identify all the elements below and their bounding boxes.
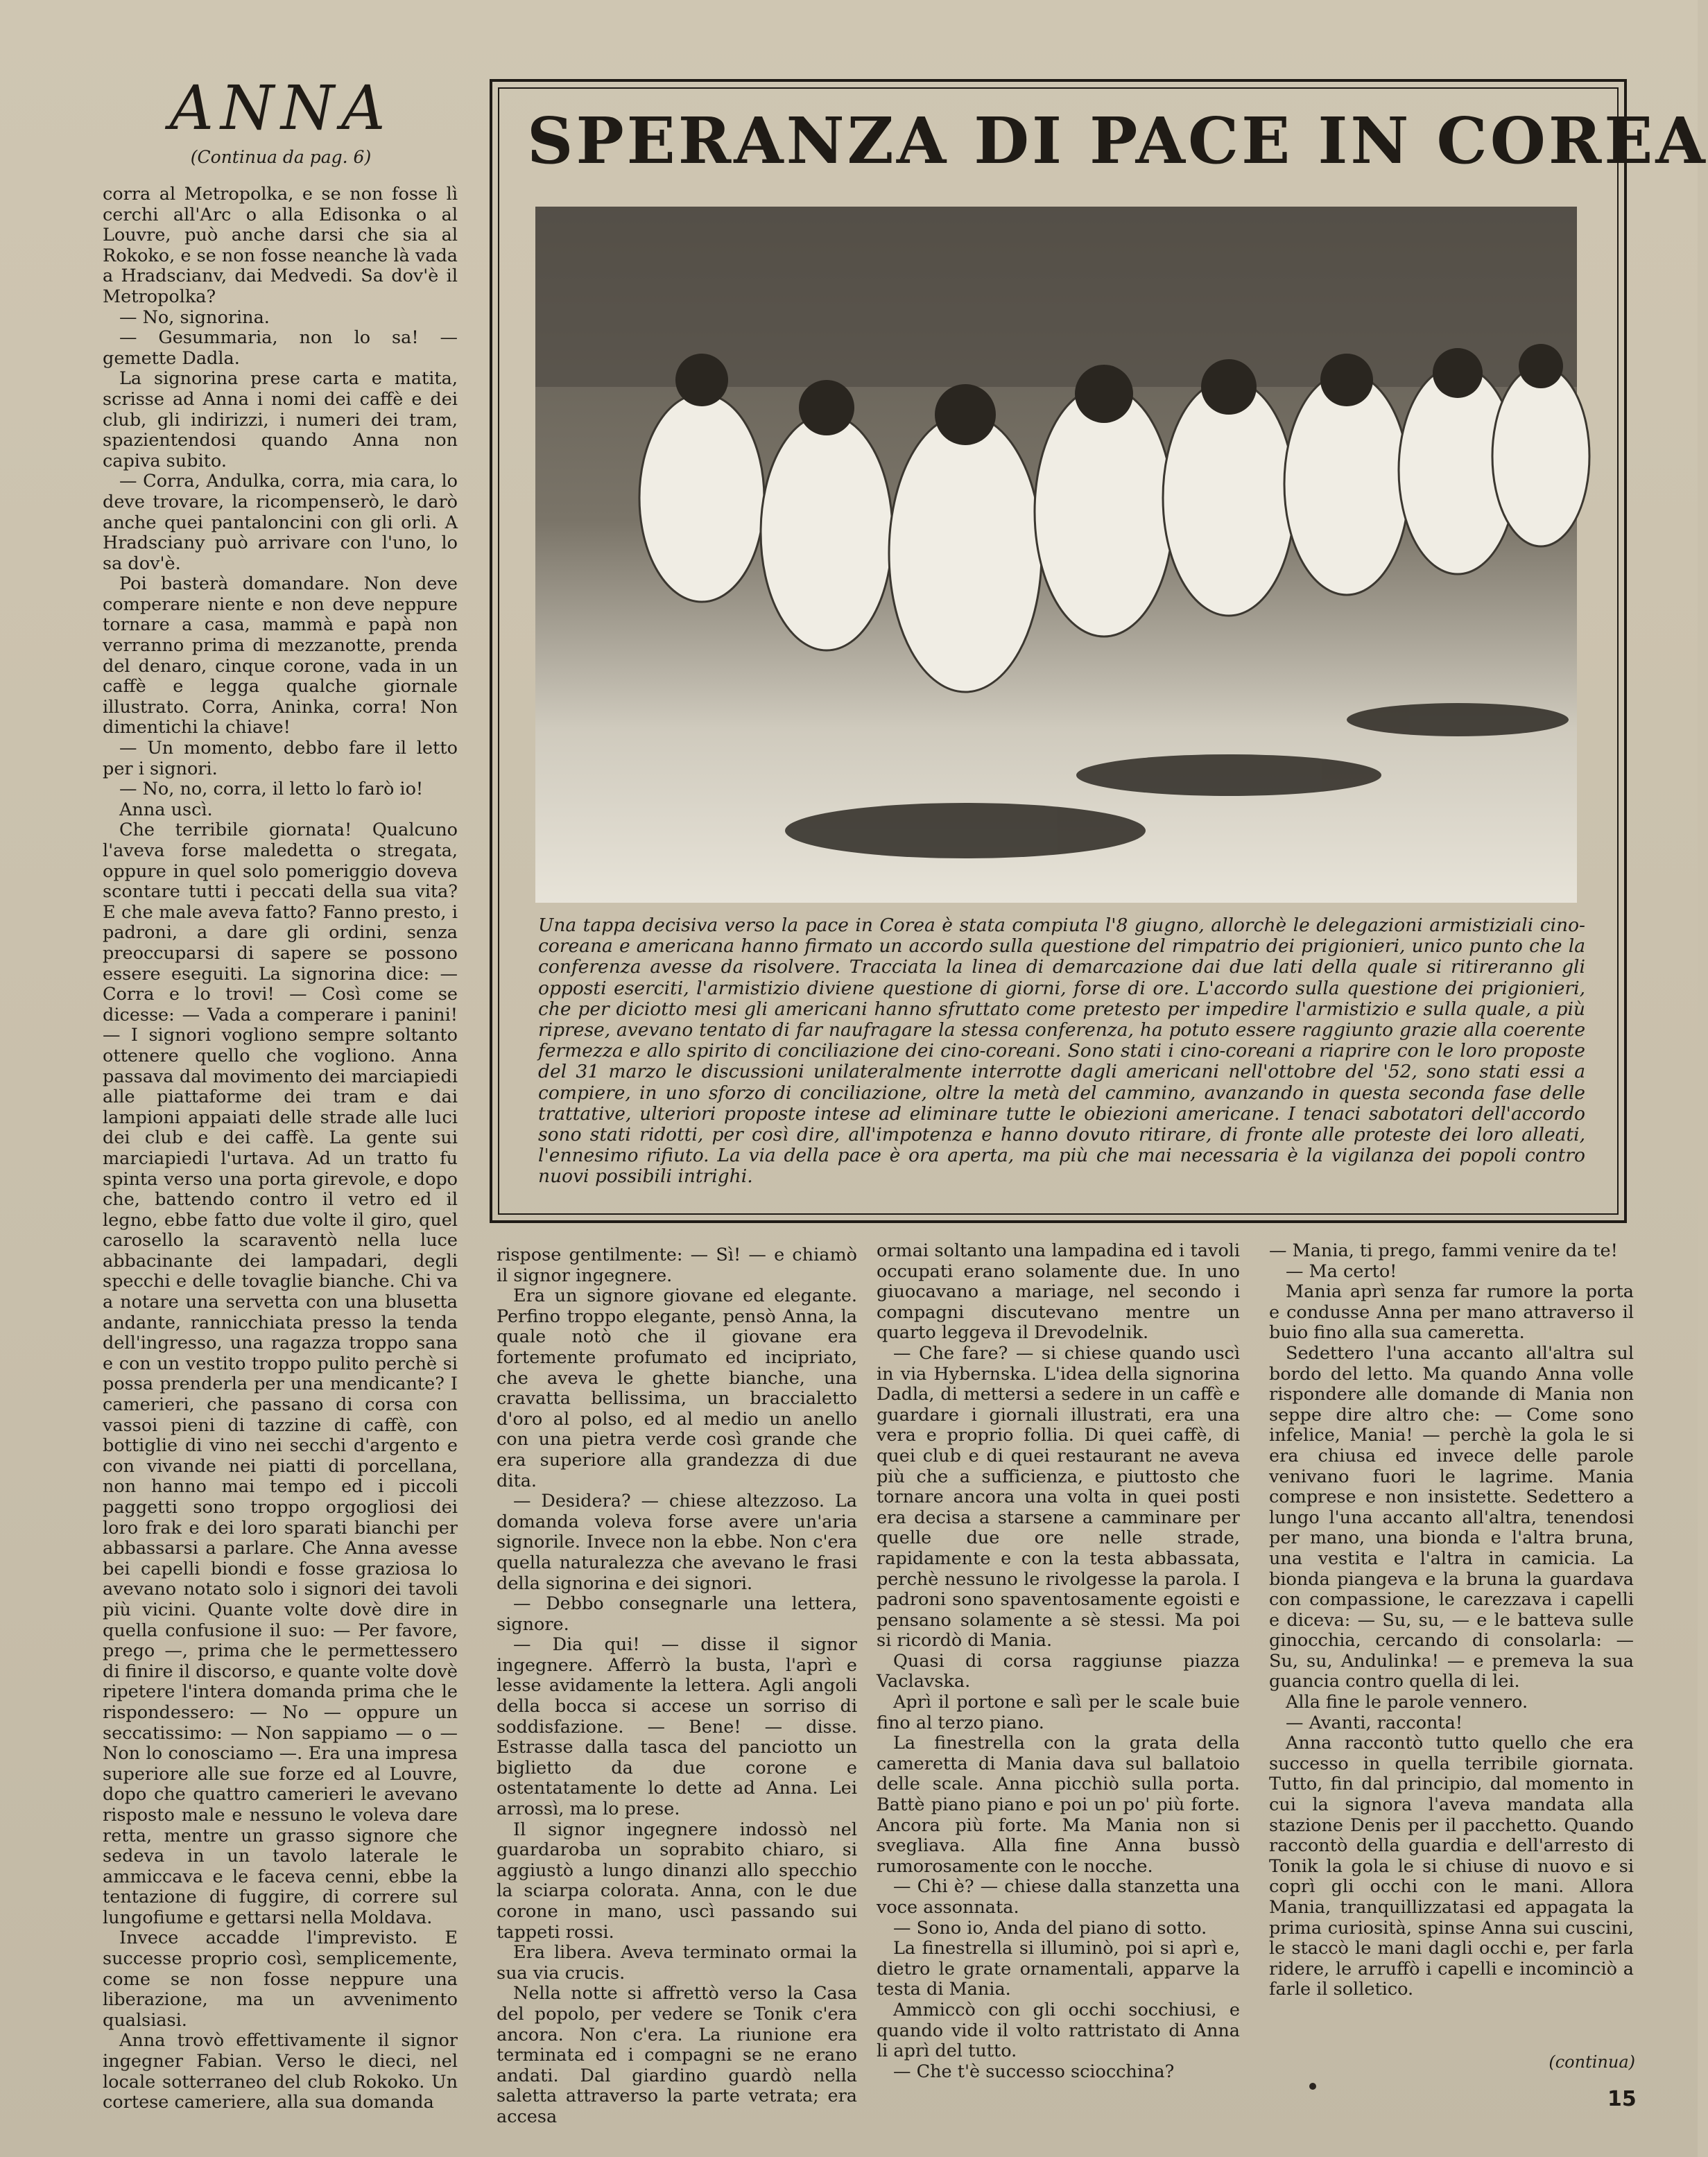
paragraph: Invece accadde l'imprevisto. E successe proprio così, semplicemente, come se non fosse neppure una liberazione, ma un avvenimento qualsiasi. (103, 1928, 458, 2031)
paragraph: — Chi è? — chiese dalla stanzetta una voce assonnata. (877, 1876, 1240, 1918)
paragraph: — No, signorina. (119, 306, 270, 328)
paragraph: La finestrella con la grata della cameretta di Mania dava sul ballatoio delle scale. Anna picchiò sulla porta. Battè piano piano e poi un po' più forte. Ancora più forte. Ma Mania non si svegliava. Alla fine Anna bussò rumorosamente con le nocche. (877, 1733, 1240, 1877)
paragraph: La signorina prese carta e matita, scrisse ad Anna i nomi dei caffè e dei club, gli indirizzi, i numeri dei tram, spazientendosi quando Anna non capiva subito. (103, 368, 458, 471)
paragraph: — Debbo consegnarle una lettera, signore. (497, 1593, 857, 1635)
feature-headline: SPERANZA DI PACE IN COREA (527, 103, 1708, 178)
paragraph: Anna trovò effettivamente il signor ingegner Fabian. Verso le dieci, nel locale sotterraneo del club Rokoko. Un cortese cameriere, alla sua domanda (103, 2030, 458, 2113)
paragraph: — Che t'è successo sciocchina? (893, 2061, 1175, 2082)
paragraph: — Sono io, Anda del piano di sotto. (893, 1917, 1207, 1939)
paragraph: Mania aprì senza far rumore la porta e condusse Anna per mano attraverso il buio fino alla sua cameretta. (1269, 1281, 1634, 1344)
paragraph: Sedettero l'una accanto all'altra sul bordo del letto. Ma quando Anna volle rispondere alle domande di Mania non seppe dire altro che: — Come sono infelice, Mania! — perchè la gola le si era chiusa ed invece delle parole venivano fuori le lagrime. Mania comprese e non insistette. Sedettero a lungo l'una accanto all'altra, tenendosi per mano, una bionda e l'altra bruna, una vestita e l'altra in camicia. La bionda piangeva e la bruna la guardava con compassione, le carezzava i capelli e diceva: — Su, su, — e le batteva sulle ginocchia, cercando di consolarla: — Su, su, Andulinka! — e premeva la sua guancia contro quella di lei. (1269, 1342, 1634, 1692)
caption-text: Una tappa decisiva verso la pace in Corea è stata compiuta l'8 giugno, allorchè le delegazioni armistiziali cino-coreana e americana hanno firmato un accordo sulla questione del rimpatrio dei prigionieri, unico punto che la conferenza avesse da risolvere. Tracciata la linea di demarcazione dai due lati della quale si ritireranno gli opposti eserciti, l'armistizio diviene questione di giorni, forse di ore. L'accordo sulla questione dei prigionieri, che per diciotto mesi gli americani hanno sfruttato come pretesto per impedire l'armistizio e sulla quale, a più riprese, avevano tentato di far naufragare la stessa conferenza, ha potuto essere raggiunto grazie alla coerente fermezza e allo spirito di conciliazione dei cino-coreani. Sono stati i cino-coreani a riaprire con le loro proposte del 31 marzo le discussioni unilateralmente interrotte dagli americani nell'ottobre del '52, sono stati essi a compiere, in uno sforzo di conciliazione, oltre la metà del cammino, avanzando in questa seconda fase delle trattative, ulteriori proposte intese ad eliminare tutte le obiezioni americane. I tenaci sabotatori dell'accordo sono stati ridotti, per così dire, all'impotenza e hanno dovuto ritirare, di fronte alle proteste dei loro alleati, l'ennesimo rifiuto. La via della pace è ora aperta, ma più che mai necessaria è la vigilanza dei popoli contro nuovi possibili intrighi. (538, 915, 1585, 1188)
paragraph: Anna raccontò tutto quello che era successo in quella terribile giornata. Tutto, fin dal principio, dal momento in cui la signora l'aveva mandata alla stazione Denis per il pacchetto. Quando raccontò della guardia e dell'arresto di Tonik la gola le si chiuse di nuovo e si coprì gli occhi con le mani. Allora Mania, tranquillizzatasi ed appagata la prima curiosità, spinse Anna sui cuscini, le staccò le mani dagli occhi e, per farla ridere, le arruffò i capelli e incominciò a farle il solletico. (1269, 1733, 1634, 2000)
paragraph: Ammiccò con gli occhi socchiusi, e quando vide il volto rattristato di Anna li aprì del tutto. (877, 1999, 1240, 2062)
paragraph: — Dia qui! — disse il signor ingegnere. Afferrò la busta, l'aprì e lesse avidamente la lettera. Agli angoli della bocca si accese un sorriso di soddisfazione. — Bene! — disse. Estrasse dalla tasca del panciotto un biglietto da due corone e ostentatamente lo dette ad Anna. Lei arrossì, ma lo prese. (497, 1634, 857, 1820)
paragraph: Quasi di corsa raggiunse piazza Vaclavska. (877, 1650, 1240, 1692)
paragraph: — Avanti, racconta! (1286, 1712, 1463, 1733)
feature-photo (535, 207, 1577, 903)
paragraph: Il signor ingegnere indossò nel guardaroba un soprabito chiaro, si aggiustò a lungo dinanzi allo specchio la sciarpa colorata. Anna, con le due corone in mano, uscì passando sui tappeti rossi. (497, 1819, 857, 1943)
paragraph: corra al Metropolka, e se non fosse lì cerchi all'Arc o alla Edisonka o al Louvre, può anche darsi che sia al Rokoko, e se non fosse neanche là vada a Hradscianv, dai Medvedi. Sa dov'è il Metropolka? (103, 184, 458, 307)
paragraph: Aprì il portone e salì per le scale buie fino al terzo piano. (877, 1692, 1240, 1733)
paragraph: rispose gentilmente: — Sì! — e chiamò il signor ingegnere. (497, 1245, 857, 1286)
paragraph: — Corra, Andulka, corra, mia cara, lo deve trovare, la ricompenserò, le darò anche quei pantaloncini con gli orli. A Hradsciany può arrivare con l'uno, lo sa dov'è. (103, 471, 458, 574)
paragraph: — Desidera? — chiese altezzoso. La domanda voleva forse avere un'aria signorile. Invece non la ebbe. Non c'era quella naturalezza che avevano le frasi della signorina e dei signori. (497, 1491, 857, 1594)
feature-caption (538, 915, 1585, 1193)
continued-from-note: (Continua da pag. 6) (190, 147, 372, 167)
paragraph: — No, no, corra, il letto lo farò io! (119, 779, 424, 800)
photo-parade-icon (535, 207, 1577, 903)
paragraph: Che terribile giornata! Qualcuno l'aveva forse maledetta o stregata, oppure in quel solo pomeriggio doveva scontare tutti i peccati della sua vita? E che male aveva fatto? Fanno presto, i padroni, a dare gli ordini, senza preoccuparsi di sapere se possono essere eseguiti. La signorina dice: — Corra e lo trovi! — Così come se dicesse: — Vada a comperare i panini! — I signori vogliono sempre soltanto ottenere quello che vogliono. Anna passava dal movimento dei marciapiedi alle piattaforme dei tram e dai lampioni appaiati delle strade alle luci dei club e dei caffè. La gente sui marciapiedi l'urtava. Ad un tratto fu spinta verso una porta girevole, e dopo che, battendo contro il vetro ed il legno, ebbe fatto due volte il giro, quel carosello la scaraventò nella luce abbacinante dei lampadari, degli specchi e delle tovaglie bianche. Chi va a notare una servetta con una blusetta andante, rannicchiata presso la tenda dell'ingresso, una ragazza troppo sana e con un vestito troppo pulito perchè si possa prenderla per una mendicante? I camerieri, che passano di corsa con vassoi pieni di tazzine di caffè, con bottiglie di vino nei secchi d'argento e con vivande nei piatti di porcellana, non hanno mai tempo ed i piccoli paggetti sono troppo orgogliosi dei loro frak e dei loro sparati bianchi per abbassarsi a parlare. Che Anna avesse bei capelli biondi e fosse graziosa lo avevano notato solo i signori dei tavoli più vicini. Quante volte dovè dire in quella confusione il suo: — Per favore, prego —, prima che le permettessero di finire il discorso, e quante volte dovè ripetere l'intera domanda prima che le rispondessero: — No — oppure un seccatissimo: — Non sappiamo — o — Non lo conosciamo —. Era una impresa superiore alle sue forze ed al Louvre, dopo che quattro camerieri le avevano risposto male e nessuno le voleva dare retta, mentre un grasso signore che sedeva in un tavolo laterale le ammiccava e le faceva cenni, ebbe la tentazione di fuggire, di correre sul lungofiume e gettarsi nella Moldava. (103, 820, 458, 1928)
paragraph: — Mania, ti prego, fammi venire da te! (1269, 1240, 1618, 1261)
paragraph: Era un signore giovane ed elegante. Perfino troppo elegante, pensò Anna, la quale notò che il giovane era fortemente profumato ed incipriato, che aveva le ghette bianche, una cravatta bellissima, un braccialetto d'oro al polso, ed al medio un anello con una pietra verde così grande che era superiore alla grandezza di due dita. (497, 1285, 857, 1491)
to-be-continued: (continua) (1549, 2052, 1635, 2072)
story-column-2 (497, 1245, 857, 2127)
dot-icon (1309, 2083, 1316, 2090)
paragraph: Nella notte si affrettò verso la Casa del popolo, per vedere se Tonik c'era ancora. Non c'era. La riunione era terminata ed i compagni se ne erano andati. Dal giardino guardò nella saletta attraverso la parte vetrata; era accesa (497, 1983, 857, 2127)
paragraph: ormai soltanto una lampadina ed i tavoli occupati erano solamente due. In uno giuocavano a mariage, nel secondo i compagni discutevano mentre un quarto leggeva il Drevodelnik. (877, 1240, 1240, 1344)
story-column-4 (1269, 1241, 1634, 2122)
paragraph: — Che fare? — si chiese quando uscì in via Hybernska. L'idea della signorina Dadla, di mettersi a sedere in un caffè e guardare i giornali illustrati, era una vera e proprio follia. Di quei caffè, di quei club e di quei restaurant ne aveva più che a sufficienza, e piuttosto che tornare ancora una volta in quei posti era decisa a starsene a camminare per quelle due ore nelle strade, rapidamente e con la testa abbassata, perchè nessuno le rivolgesse la parola. I padroni sono spaventosamente egoisti e pensano solamente a sè stessi. Ma poi si ricordò di Mania. (877, 1342, 1240, 1652)
page-number: 15 (1607, 2087, 1637, 2111)
story-title: ANNA (169, 72, 393, 144)
paragraph: Poi basterà domandare. Non deve comperare niente e non deve neppure tornare a casa, mammà e papà non verranno prima di mezzanotte, prenda del denaro, cinque corone, vada in un caffè e legga qualche giornale illustrato. Corra, Aninka, corra! Non dimentichi la chiave! (103, 573, 458, 738)
story-column-1 (103, 184, 458, 2113)
paragraph: La finestrella si illuminò, poi si aprì e, dietro le grate ornamentali, apparve la testa di Mania. (877, 1938, 1240, 2000)
story-column-3 (877, 1241, 1240, 2108)
paragraph: — Ma certo! (1286, 1261, 1397, 1282)
paragraph: — Gesummaria, non lo sa! — gemette Dadla. (103, 327, 458, 369)
paragraph: Era libera. Aveva terminato ormai la sua via crucis. (497, 1942, 857, 1984)
paragraph: — Un momento, debbo fare il letto per i signori. (103, 738, 458, 779)
paragraph: Anna uscì. (119, 799, 213, 820)
paragraph: Alla fine le parole vennero. (1286, 1692, 1528, 1713)
